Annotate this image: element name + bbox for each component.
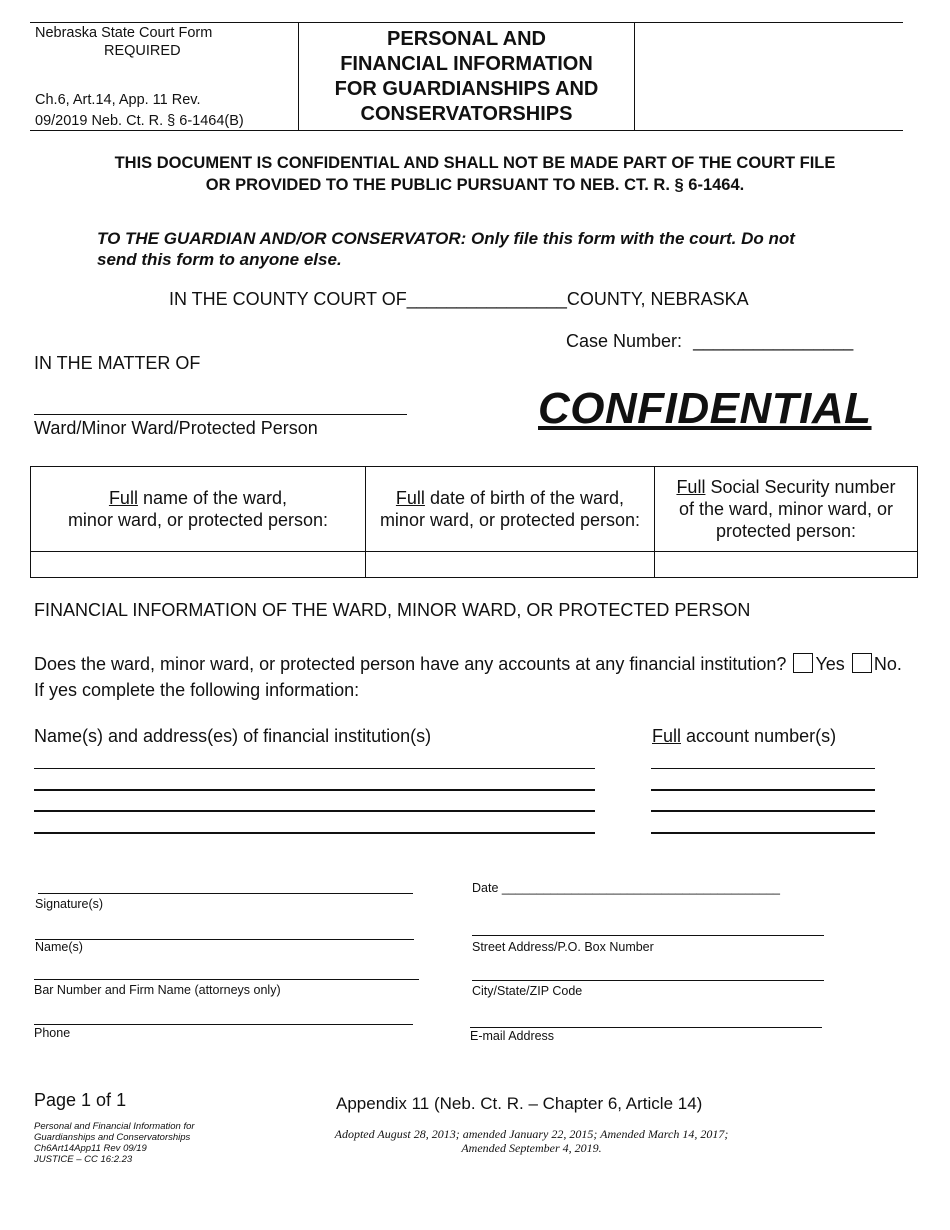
form-ref-line2: 09/2019 Neb. Ct. R. § 6-1464(B): [35, 113, 244, 129]
header-bottom-rule: [30, 130, 903, 131]
ward-dob-cell[interactable]: [366, 552, 655, 578]
form-name: Nebraska State Court Form: [35, 25, 213, 41]
bar-number-line[interactable]: [34, 979, 419, 980]
signature-label: Signature(s): [35, 897, 104, 911]
court-line: IN THE COUNTY COURT OF________________COUNTY, NEBRASKA: [169, 289, 749, 309]
no-checkbox[interactable]: [852, 653, 872, 673]
account-number-line[interactable]: [651, 789, 875, 791]
email-line[interactable]: [470, 1027, 822, 1028]
institution-line[interactable]: [34, 832, 595, 834]
ward-party-label: Ward/Minor Ward/Protected Person: [34, 418, 318, 438]
yes-checkbox[interactable]: [793, 653, 813, 673]
date-blank[interactable]: ________________________________________: [501, 881, 780, 895]
adoption-history: Adopted August 28, 2013; amended January 22, 2015; Amended March 14, 2017; Amended September 4, 2019.: [334, 1127, 729, 1155]
accounts-followup: If yes complete the following information:: [34, 680, 360, 700]
phone-label: Phone: [34, 1026, 71, 1040]
account-number-line[interactable]: [651, 832, 875, 834]
form-title: PERSONAL AND FINANCIAL INFORMATION FOR GUARDIANSHIPS AND CONSERVATORSHIPS: [334, 28, 599, 125]
ward-name-cell[interactable]: [31, 552, 366, 578]
city-line[interactable]: [472, 980, 824, 981]
ward-ssn-header: Full Social Security number of the ward, minor ward, or protected person:: [655, 467, 918, 552]
ward-table-entry-row: [31, 552, 918, 578]
header-divider-right: [634, 22, 635, 130]
filing-instruction: TO THE GUARDIAN AND/OR CONSERVATOR: Only file this form with the court. Do not send this form to anyone else.: [97, 229, 795, 269]
ward-info-table: [30, 466, 918, 578]
street-label: Street Address/P.O. Box Number: [472, 940, 654, 954]
account-numbers-label: Full account number(s): [652, 726, 837, 746]
name-line[interactable]: [35, 939, 414, 940]
form-ref-line1: Ch.6, Art.14, App. 11 Rev.: [35, 92, 201, 108]
email-label: E-mail Address: [470, 1029, 555, 1043]
case-number-field[interactable]: ________________: [693, 331, 854, 351]
case-number: Case Number: ________________: [566, 331, 854, 351]
phone-line[interactable]: [34, 1024, 413, 1025]
institution-names-label: Name(s) and address(es) of financial institution(s): [34, 726, 432, 746]
ward-name-line[interactable]: [34, 414, 407, 415]
institution-line[interactable]: [34, 810, 595, 812]
form-identifier: [35, 24, 295, 60]
confidential-notice: THIS DOCUMENT IS CONFIDENTIAL AND SHALL NOT BE MADE PART OF THE COURT FILE OR PROVIDED TO THE PUBLIC PURSUANT TO NEB. CT. R. § 6-1464.: [114, 154, 836, 194]
ward-dob-header: Full date of birth of the ward, minor ward, or protected person:: [366, 467, 655, 552]
confidential-stamp: CONFIDENTIAL: [538, 384, 872, 433]
page-number: Page 1 of 1: [34, 1090, 127, 1110]
street-line[interactable]: [472, 935, 824, 936]
matter-label: IN THE MATTER OF: [34, 353, 201, 373]
county-field[interactable]: ________________: [406, 289, 567, 309]
bar-number-label: Bar Number and Firm Name (attorneys only): [34, 983, 281, 997]
account-number-line[interactable]: [651, 768, 875, 769]
header-top-rule: [30, 22, 903, 23]
accounts-question: Does the ward, minor ward, or protected person have any accounts at any financial institution? Yes No.: [34, 654, 902, 674]
institution-line[interactable]: [34, 789, 595, 791]
signature-line[interactable]: [38, 893, 413, 894]
institution-line[interactable]: [34, 768, 595, 769]
financial-heading: FINANCIAL INFORMATION OF THE WARD, MINOR WARD, OR PROTECTED PERSON: [34, 600, 751, 620]
ward-table-header-row: [31, 467, 918, 552]
city-label: City/State/ZIP Code: [472, 984, 583, 998]
account-number-line[interactable]: [651, 810, 875, 812]
form-required: REQUIRED: [104, 43, 181, 59]
footer-form-info: Personal and Financial Information for Guardianships and Conservatorships Ch6Art14App11 Rev 09/19 JUSTICE – CC 16:2.23: [34, 1121, 195, 1165]
ward-name-header: Full name of the ward, minor ward, or protected person:: [31, 467, 366, 552]
name-label: Name(s): [35, 940, 83, 954]
date-field: Date ________________________________________: [472, 881, 780, 895]
appendix-label: Appendix 11 (Neb. Ct. R. – Chapter 6, Article 14): [336, 1094, 703, 1113]
form-reference: [35, 91, 295, 130]
ward-ssn-cell[interactable]: [655, 552, 918, 578]
